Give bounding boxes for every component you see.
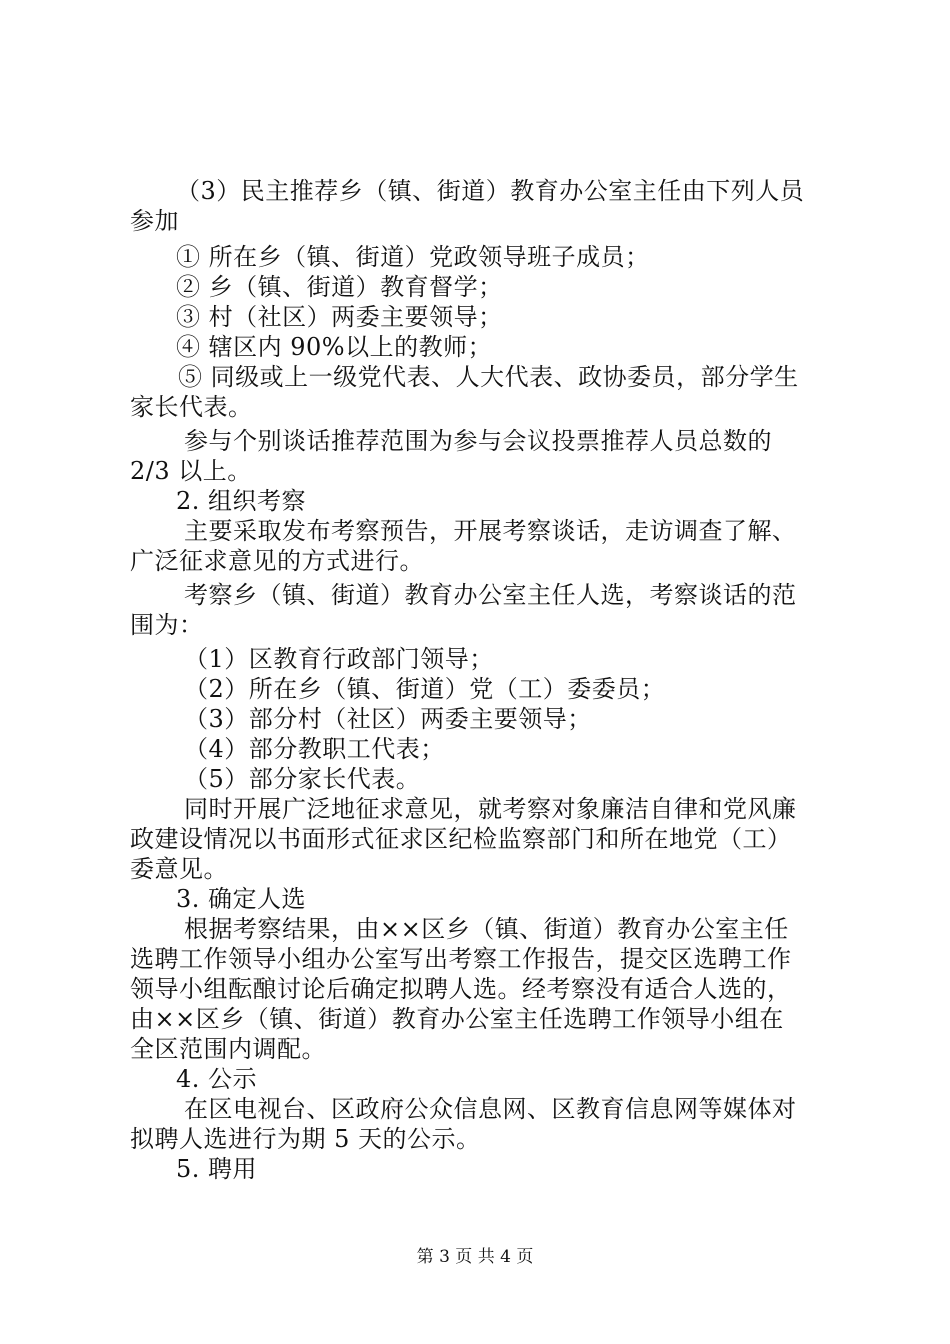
text-line: 选聘工作领导小组办公室写出考察工作报告，提交区选聘工作 [130, 945, 792, 973]
text-line: ⑤ 同级或上一级党代表、人大代表、政协委员，部分学生 [178, 363, 799, 391]
text-line: 广泛征求意见的方式进行。 [130, 547, 424, 575]
text-line: （4）部分教职工代表； [184, 735, 445, 763]
text-line: （2）所在乡（镇、街道）党（工）委委员； [184, 675, 666, 703]
text-line: ④ 辖区内 90%以上的教师； [176, 333, 493, 361]
text-line: ① 所在乡（镇、街道）党政领导班子成员； [176, 243, 650, 271]
text-line: 主要采取发布考察预告，开展考察谈话，走访调查了解、 [184, 517, 797, 545]
text-line: 在区电视台、区政府公众信息网、区教育信息网等媒体对 [184, 1095, 797, 1123]
text-line: 同时开展广泛地征求意见，就考察对象廉洁自律和党风廉 [184, 795, 797, 823]
text-line: ② 乡（镇、街道）教育督学； [176, 273, 503, 301]
text-line: （3）部分村（社区）两委主要领导； [184, 705, 592, 733]
page-number-footer: 第 3 页 共 4 页 [416, 1247, 534, 1267]
text-line: 委意见。 [130, 855, 228, 883]
text-line: 全区范围内调配。 [130, 1035, 326, 1063]
section-heading: 3. 确定人选 [176, 885, 307, 913]
text-line: 考察乡（镇、街道）教育办公室主任人选，考察谈话的范 [184, 581, 797, 609]
text-line: 拟聘人选进行为期 5 天的公示。 [130, 1125, 481, 1153]
text-line: 政建设情况以书面形式征求区纪检监察部门和所在地党（工） [130, 825, 792, 853]
section-heading: 2. 组织考察 [176, 487, 307, 515]
text-line: 2/3 以上。 [130, 457, 252, 485]
text-line: 由××区乡（镇、街道）教育办公室主任选聘工作领导小组在 [130, 1005, 784, 1033]
text-line: ③ 村（社区）两委主要领导； [176, 303, 503, 331]
text-line: 根据考察结果，由××区乡（镇、街道）教育办公室主任 [184, 915, 789, 943]
text-line: （3）民主推荐乡（镇、街道）教育办公室主任由下列人员 [176, 177, 805, 205]
text-line: 家长代表。 [130, 393, 253, 421]
text-line: 领导小组酝酿讨论后确定拟聘人选。经考察没有适合人选的， [130, 975, 792, 1003]
section-heading: 4. 公示 [176, 1065, 258, 1093]
text-line: 参与个别谈话推荐范围为参与会议投票推荐人员总数的 [184, 427, 772, 455]
text-line: （1）区教育行政部门领导； [184, 645, 494, 673]
text-line: （5）部分家长代表。 [184, 765, 421, 793]
text-line: 围为： [130, 611, 204, 639]
text-line: 参加 [130, 207, 179, 235]
section-heading: 5. 聘用 [176, 1155, 258, 1183]
